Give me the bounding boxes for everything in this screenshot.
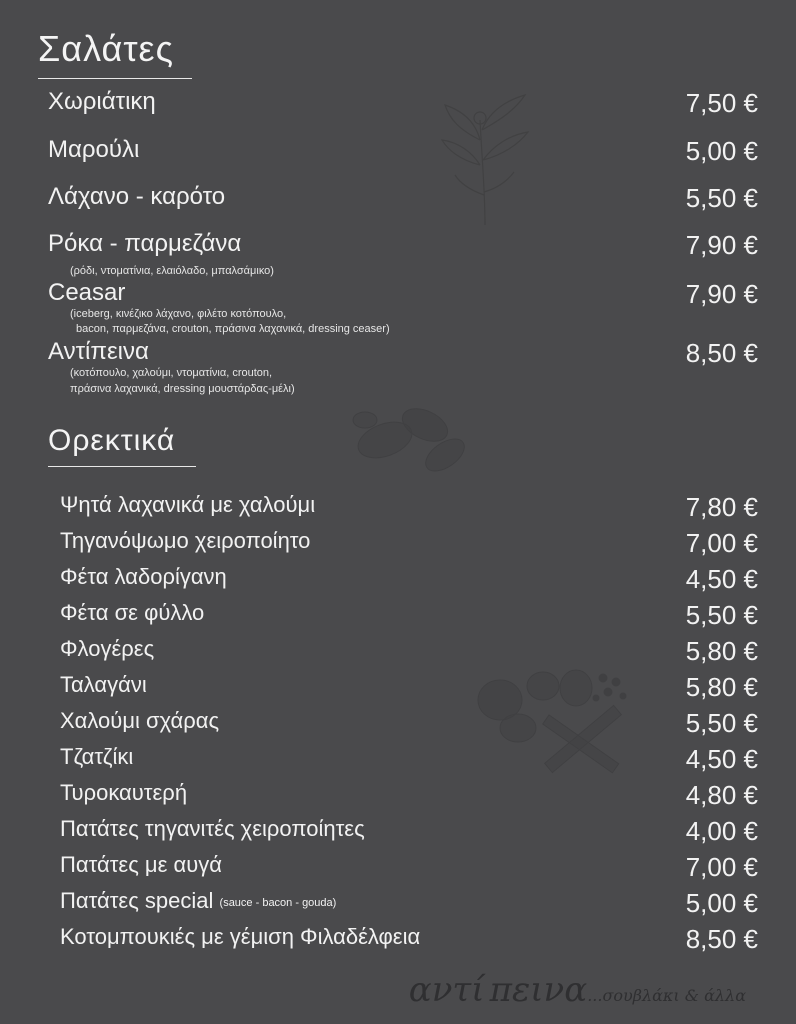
item-name: Φέτα σε φύλλο: [60, 600, 205, 625]
item-name: Ταλαγάνι: [60, 672, 147, 697]
item-name: Φλογέρες: [60, 636, 155, 661]
item-name: Λάχανο - καρότο: [48, 183, 226, 210]
item-price: 5,00 €: [685, 136, 758, 166]
item-name: Αντίπεινα: [48, 338, 149, 365]
item-price: 8,50 €: [685, 338, 758, 368]
item-price: 4,80 €: [685, 780, 758, 810]
salads-title: [38, 28, 174, 70]
item-price: 5,80 €: [685, 672, 758, 702]
basil-leaves-icon: [345, 395, 475, 485]
item-name: Πατάτες τηγανιτές χειροποίητες: [60, 816, 365, 841]
item-name: Πατάτες με αυγά: [60, 852, 222, 877]
item-name: Κοτομπουκιές με γέμιση Φιλαδέλφεια: [60, 924, 421, 949]
item-price: 5,50 €: [685, 708, 758, 738]
item-price: 8,50 €: [685, 924, 758, 954]
starters-title-underline: [48, 466, 196, 467]
brand-name-suffix: πεινα: [489, 970, 588, 1010]
footer-brand: [409, 970, 746, 1010]
item-name: Ceasar: [48, 279, 126, 306]
salads-title-text: Σαλάτες: [38, 28, 174, 69]
salads-title-underline: [38, 78, 192, 79]
item-price: 5,50 €: [685, 600, 758, 630]
item-price: 4,00 €: [685, 816, 758, 846]
item-price: 5,00 €: [685, 888, 758, 918]
starters-title-text: Ορεκτικά: [48, 424, 176, 457]
item-price: 7,90 €: [685, 230, 758, 260]
item-name: Χωριάτικη: [48, 88, 156, 115]
item-price: 7,90 €: [685, 279, 758, 309]
item-price: 7,50 €: [685, 88, 758, 118]
item-description: bacon, παρμεζάνα, crouton, πράσινα λαχανικά, dressing ceaser): [76, 323, 390, 335]
item-name: Τζατζίκι: [60, 744, 134, 769]
item-description: (κοτόπουλο, χαλούμι, ντοματίνια, crouton,: [70, 367, 273, 379]
item-price: 7,80 €: [685, 492, 758, 522]
item-price: 5,50 €: [685, 183, 758, 213]
herb-sketch-icon: [430, 80, 540, 230]
item-description: (ρόδι, ντοματίνια, ελαιόλαδο, μπαλσάμικο): [70, 265, 274, 277]
item-price: 7,00 €: [685, 852, 758, 882]
item-name: Μαρούλι: [48, 136, 140, 163]
item-name-text: Πατάτες special: [60, 888, 214, 913]
item-name: [60, 888, 336, 914]
item-description: (iceberg, κινέζικο λάχανο, φιλέτο κοτόπουλο,: [70, 308, 287, 320]
brand-tagline: ...σουβλάκι & άλλα: [587, 986, 746, 1005]
item-name: Τηγανόψωμο χειροποίητο: [60, 528, 311, 553]
item-price: 5,80 €: [685, 636, 758, 666]
brand-name: αντί: [408, 970, 485, 1010]
item-price: 7,00 €: [685, 528, 758, 558]
item-name: Φέτα λαδορίγανη: [60, 564, 227, 589]
item-name: Χαλούμι σχάρας: [60, 708, 220, 733]
item-description: πράσινα λαχανικά, dressing μουστάρδας-μέλι): [70, 383, 295, 395]
item-name: Τυροκαυτερή: [60, 780, 188, 805]
starters-title: [48, 424, 175, 458]
item-price: 4,50 €: [685, 564, 758, 594]
item-name: Ρόκα - παρμεζάνα: [48, 230, 242, 257]
item-name: Ψητά λαχανικά με χαλούμι: [60, 492, 316, 517]
nuts-spices-icon: [468, 658, 638, 778]
item-note: (sauce - bacon - gouda): [219, 897, 337, 909]
item-price: 4,50 €: [685, 744, 758, 774]
